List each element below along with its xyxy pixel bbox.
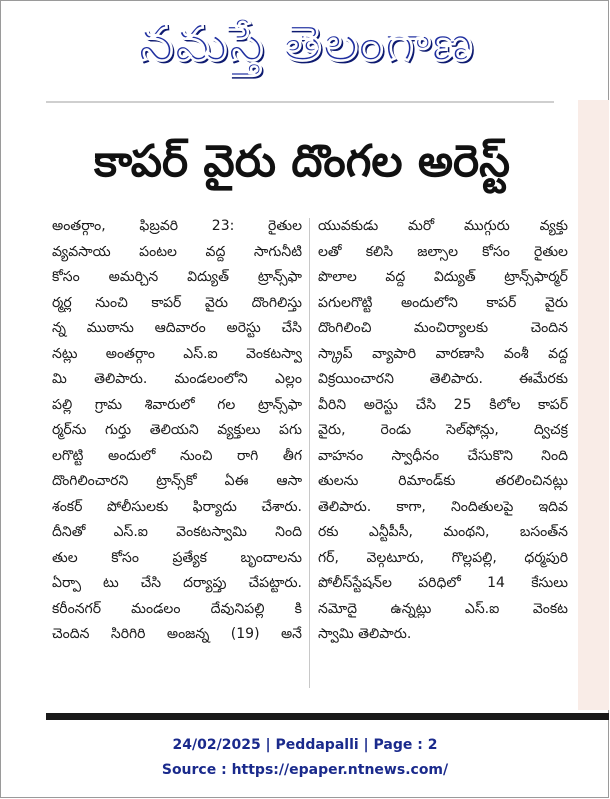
article-line: అంతర్గాం, ఫిబ్రవరి 23: రైతుల xyxy=(52,218,302,234)
article-line: విక్రయించారని తెలిపారు. ఈమేరకు xyxy=(318,371,568,387)
article-line: స్క్రాప్ వ్యాపారి వారణాసి వంశీ వద్ద xyxy=(318,345,568,362)
article-headline: కాపర్ వైరు దొంగల అరెస్ట్ xyxy=(93,136,511,187)
footer-date-edition: 24/02/2025 | Peddapalli | Page : 2 xyxy=(172,737,438,753)
article-line: యువకుడు మరో ముగ్గురు వ్యక్తు xyxy=(318,218,568,234)
article-column-right xyxy=(318,214,568,648)
article-line: ర్మర్‌ను గుర్తు తెలియని వ్యక్తులు పగు xyxy=(52,422,302,438)
article-line: కరీంనగర్ మండలం దేవునిపల్లి కి xyxy=(52,600,302,617)
article-line: తెలిపారు. కాగా, నిందితులపై ఇదివ xyxy=(318,498,568,515)
clipping-bottom-bar xyxy=(46,713,609,720)
article-line: వైరు, రెండు సెల్‌ఫోన్లు, ద్విచక్ర xyxy=(318,422,568,438)
article-line: తులను రిమాండ్‌కు తరలించినట్లు xyxy=(318,473,568,489)
column-divider xyxy=(309,218,310,688)
article-line: పోలీస్‌స్టేషన్‌ల పరిధిలో 14 కేసులు xyxy=(318,575,568,591)
newspaper-masthead: నమస్తే తెలంగాణ xyxy=(138,14,474,72)
article-line: దొంగిలించి మంచిర్యాలకు చెందిన xyxy=(318,320,568,336)
article-line: కోసం అమర్చిన విద్యుత్ ట్రాన్స్‌ఫా xyxy=(52,269,302,285)
article-line: గర్, వెల్గటూరు, గొల్లపల్లి, ధర్మపురి xyxy=(318,549,568,566)
article-line: ఏర్పా టు చేసి దర్యాప్తు చేపట్టారు. xyxy=(52,575,302,591)
article-line: రకు ఎన్టీపీసీ, మంథని, బసంత్‌న xyxy=(318,524,568,540)
article-line: వ్యవసాయ పంటల వద్ద సాగునీటి xyxy=(52,243,302,260)
article-line: దీనితో ఎస్.ఐ వెంకటస్వామి నింది xyxy=(52,524,302,540)
article-line: వీరిని అరెస్టు చేసి 25 కిలోల కాపర్ xyxy=(318,396,568,413)
article-line: పగులగొట్టి అందులోని కాపర్ వైరు xyxy=(318,294,568,311)
article-line: మి తెలిపారు. మండలంలోని ఎల్లం xyxy=(52,371,302,387)
article-line: చెందిన సిరిగిరి అంజన్న (19) అనే xyxy=(52,626,302,642)
footer-source: Source : https://epaper.ntnews.com/ xyxy=(161,762,449,778)
article-line: శంకర్ పోలీసులకు ఫిర్యాదు చేశారు. xyxy=(52,498,302,515)
article-line: తుల కోసం ప్రత్యేక బృందాలను xyxy=(52,549,302,566)
article-line: పొలాల వద్ద విద్యుత్ ట్రాన్స్‌ఫార్మర్ xyxy=(318,269,568,285)
article-line: దొంగిలించారని ట్రాన్స్‌కో ఏఈ ఆసా xyxy=(52,473,302,489)
article-line: లగొట్టి అందులో నుంచి రాగి తీగ xyxy=(52,447,302,464)
article-line: ర్మర్ల నుంచి కాపర్ వైరు దొంగిలిస్తు xyxy=(52,294,302,311)
masthead-rule xyxy=(46,101,554,103)
article-line: స్వామి తెలిపారు. xyxy=(318,626,412,642)
article-line: నమోదై ఉన్నట్లు ఎస్.ఐ వెంకట xyxy=(318,600,568,617)
article-line: వాహనం స్వాధీనం చేసుకొని నింది xyxy=(318,447,568,464)
article-line: నట్లు అంతర్గాం ఎస్.ఐ వెంకటస్వా xyxy=(52,345,302,362)
article-line: లతో కలిసి జల్సాల కోసం రైతుల xyxy=(318,243,568,260)
article-line: న్న ముఠాను ఆదివారం అరెస్టు చేసి xyxy=(52,320,302,336)
article-line: పల్లి గ్రామ శివారులో గల ట్రాన్స్‌ఫా xyxy=(52,396,302,413)
article-column-left xyxy=(52,214,302,648)
side-margin-strip xyxy=(578,100,609,710)
